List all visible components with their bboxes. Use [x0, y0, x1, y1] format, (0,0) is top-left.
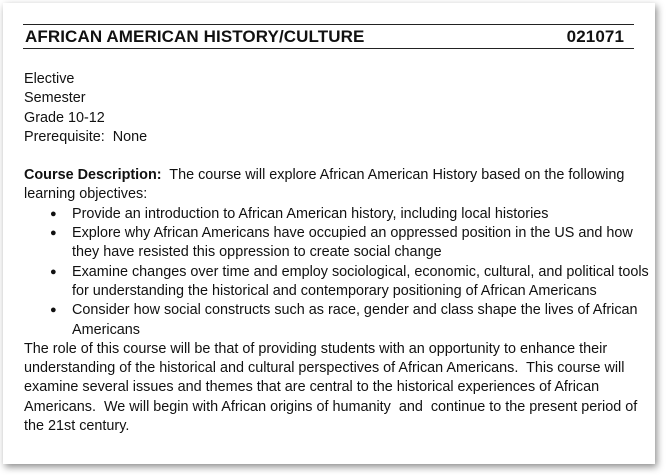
course-body: [24, 70, 649, 436]
objectives-list: [24, 205, 649, 340]
objective-text: Examine changes over time and employ sociological, economic, cultural, and political tools for understanding the historical and contemporary positioning of African Americans: [72, 263, 649, 299]
description-intro: The course will explore African American History based on the following learning objectives:: [24, 167, 625, 203]
list-item: [24, 263, 649, 302]
course-prerequisite: Prerequisite: None: [24, 128, 148, 145]
bullet-icon: ●: [50, 207, 57, 220]
bullet-icon: ●: [50, 227, 57, 240]
course-term: Semester: [24, 90, 86, 107]
course-grade: Grade 10-12: [24, 109, 105, 126]
bullet-icon: ●: [50, 304, 57, 317]
list-item: [24, 205, 649, 224]
course-type: Elective: [24, 71, 75, 87]
objective-text: Provide an introduction to African American history, including local histories: [72, 205, 549, 222]
course-header: [23, 24, 634, 49]
course-description: [24, 166, 649, 205]
spacer: [24, 147, 649, 166]
bullet-icon: ●: [50, 265, 57, 278]
description-closing: The role of this course will be that of providing students with an opportunity to enhance their understanding of the historical and cultural perspectives of African Americans. This course will examine several issues and themes that are central to the historical experiences of African Americans. We will begin with African origins of humanity and continue to the present period of the 21st century.: [24, 340, 642, 435]
description-label: Course Description:: [24, 167, 162, 184]
course-code: 021071: [566, 26, 624, 46]
objective-text: Consider how social constructs such as race, gender and class shape the lives of African Americans: [72, 302, 638, 338]
course-title: AFRICAN AMERICAN HISTORY/CULTURE: [25, 26, 365, 46]
objective-text: Explore why African Americans have occupied an oppressed position in the US and how they have resisted this oppression to create social change: [72, 225, 633, 261]
list-item: [24, 224, 649, 263]
list-item: [24, 301, 649, 340]
